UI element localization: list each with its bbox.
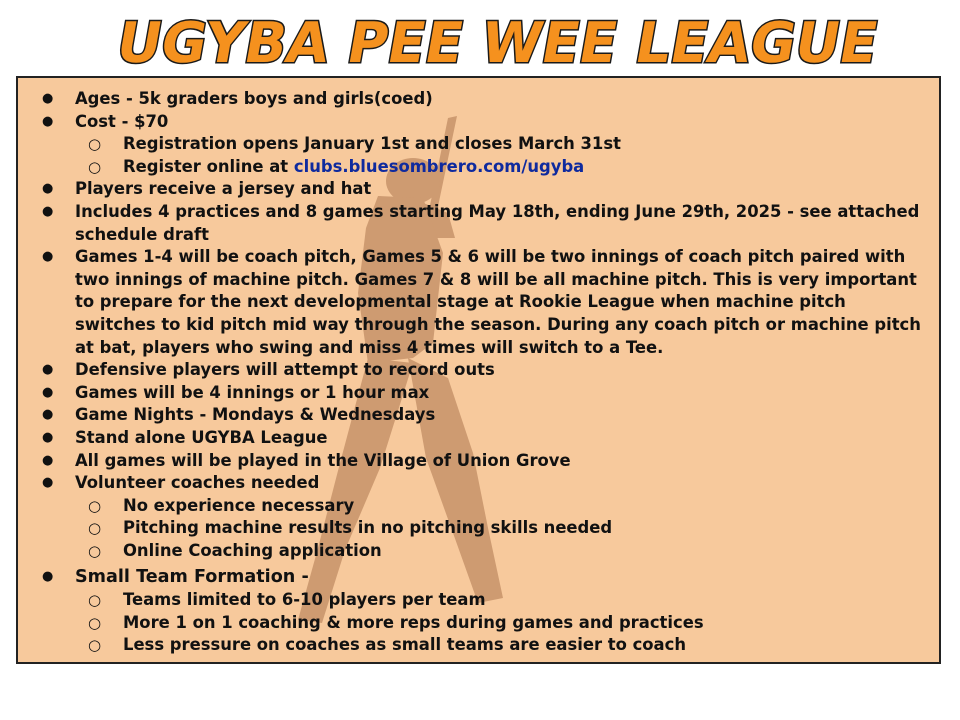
info-list bbox=[18, 88, 941, 657]
list-item-jersey: ● Players receive a jersey and hat bbox=[18, 178, 941, 201]
list-item-pitch-format: ● Games 1-4 will be coach pitch, Games 5 & 6 will be two innings of coach pitch paired with two innings of machine pitch. Games 7 & 8 will be all machine pitch. This is very important to prepare for the next developmental stage at Rookie League when machine pitch switches to kid pitch mid way through the season. During any coach pitch or machine pitch at bat, players who swing and miss 4 times will switch to a Tee. bbox=[42, 247, 921, 357]
bullet-icon: ● bbox=[42, 203, 54, 219]
sub-bullet-icon: ○ bbox=[88, 541, 102, 560]
info-panel bbox=[16, 76, 941, 664]
list-item-pitching-machine: ○ Pitching machine results in no pitching skills needed bbox=[18, 517, 941, 540]
bullet-icon: ● bbox=[42, 569, 54, 585]
list-item-online-application: ○ Online Coaching application bbox=[18, 540, 941, 563]
list-item-register-online: ○ Register online at clubs.bluesombrero.com/ugyba bbox=[18, 156, 941, 179]
bullet-icon: ● bbox=[42, 429, 54, 445]
list-item-small-team: ● Small Team Formation - bbox=[42, 567, 309, 588]
page-title bbox=[0, 4, 960, 76]
bullet-icon: ● bbox=[42, 181, 54, 197]
bullet-icon: ● bbox=[42, 384, 54, 400]
list-item-practices: ● Includes 4 practices and 8 games starting May 18th, ending June 29th, 2025 - see attached schedule draft bbox=[42, 201, 920, 244]
list-item-less-pressure: ○ Less pressure on coaches as small teams are easier to coach bbox=[18, 634, 941, 657]
list-item-volunteers: ● Volunteer coaches needed bbox=[18, 472, 941, 495]
bullet-icon: ● bbox=[42, 452, 54, 468]
list-item-ages: ● Ages - 5k graders boys and girls(coed) bbox=[18, 88, 941, 111]
sub-bullet-icon: ○ bbox=[88, 135, 102, 154]
bullet-icon: ● bbox=[42, 91, 54, 106]
sub-bullet-icon: ○ bbox=[88, 613, 102, 632]
list-item-cost: ● Cost - $70 bbox=[18, 111, 941, 134]
title-text: UGYBA PEE WEE LEAGUE bbox=[111, 11, 901, 76]
bullet-icon: ● bbox=[42, 407, 54, 423]
list-item-innings: ● Games will be 4 innings or 1 hour max bbox=[18, 382, 941, 405]
list-item-team-limit: ○ Teams limited to 6-10 players per team bbox=[18, 589, 941, 612]
bullet-icon: ● bbox=[42, 249, 54, 265]
list-item-game-nights: ● Game Nights - Mondays & Wednesdays bbox=[18, 404, 941, 427]
bullet-icon: ● bbox=[42, 475, 54, 491]
bullet-icon: ● bbox=[42, 113, 54, 129]
bullet-icon: ● bbox=[42, 362, 54, 378]
sub-bullet-icon: ○ bbox=[88, 591, 102, 610]
registration-link[interactable]: clubs.bluesombrero.com/ugyba bbox=[293, 156, 585, 176]
list-item-defense: ● Defensive players will attempt to record outs bbox=[18, 359, 941, 382]
list-item-standalone: ● Stand alone UGYBA League bbox=[18, 427, 941, 450]
list-item-registration: ○ Registration opens January 1st and closes March 31st bbox=[18, 133, 941, 156]
sub-bullet-icon: ○ bbox=[88, 519, 102, 538]
sub-bullet-icon: ○ bbox=[88, 636, 102, 655]
list-item-no-experience: ○ No experience necessary bbox=[18, 495, 941, 518]
list-item-village: ● All games will be played in the Village of Union Grove bbox=[18, 450, 941, 473]
sub-bullet-icon: ○ bbox=[88, 157, 102, 176]
sub-bullet-icon: ○ bbox=[88, 496, 102, 515]
list-item-more-reps: ○ More 1 on 1 coaching & more reps during games and practices bbox=[18, 612, 941, 635]
